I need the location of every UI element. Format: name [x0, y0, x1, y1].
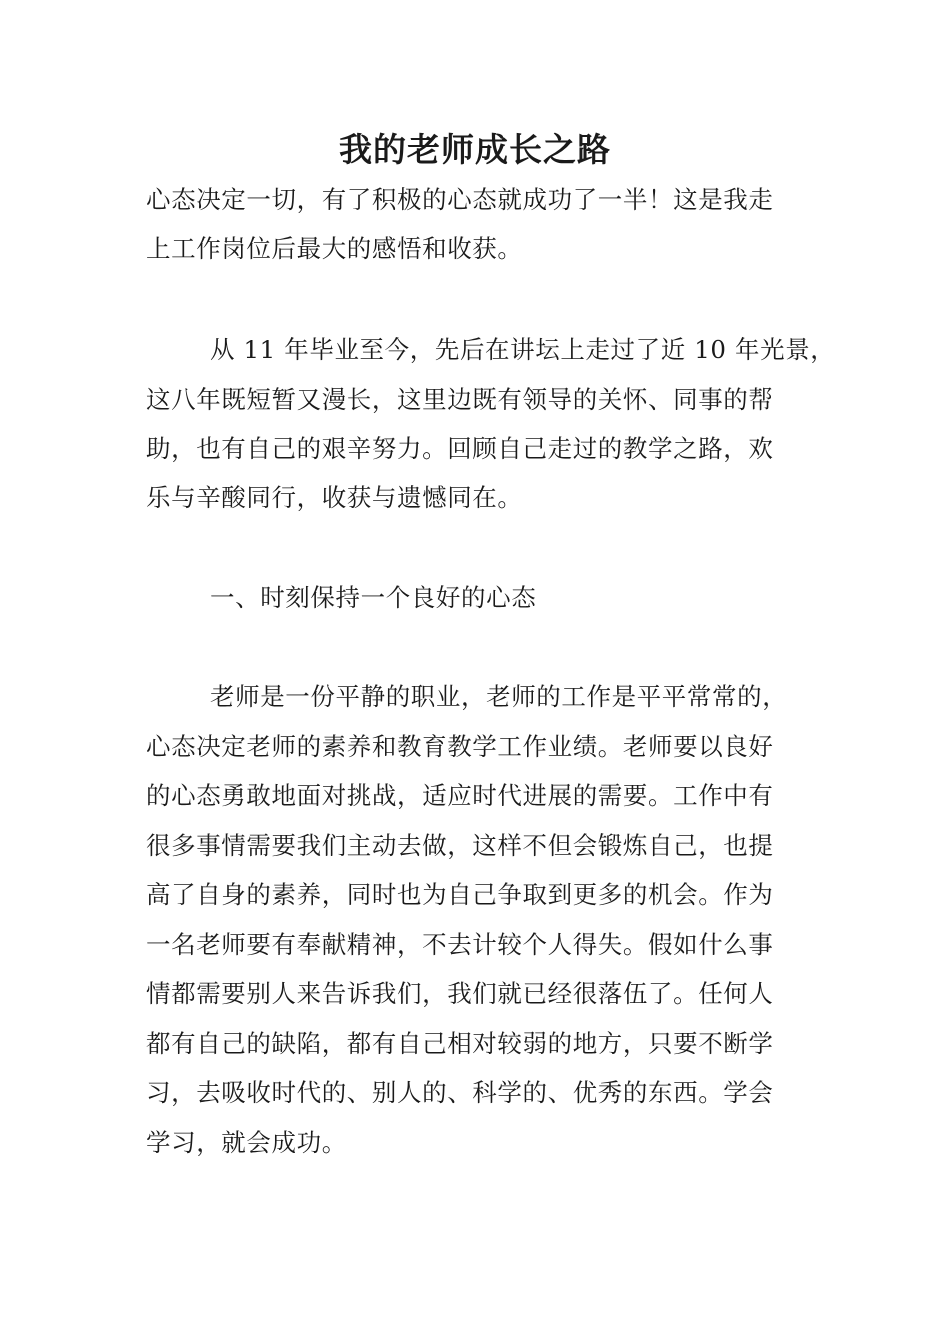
- paragraph-3-line-3: 的心态勇敢地面对挑战，适应时代进展的需要。工作中有: [146, 781, 774, 810]
- paragraph-3-line-8: 都有自己的缺陷，都有自己相对较弱的地方，只要不断学: [146, 1029, 774, 1058]
- paragraph-3-line-10: 学习，就会成功。: [146, 1128, 347, 1157]
- paragraph-3-line-5: 高了自身的素养，同时也为自己争取到更多的机会。作为: [146, 880, 774, 909]
- paragraph-3-line-4: 很多事情需要我们主动去做，这样不但会锻炼自己，也提: [146, 831, 774, 860]
- paragraph-2-line-1: 从 11 年毕业至今，先后在讲坛上走过了近 10 年光景，: [210, 335, 836, 364]
- paragraph-3-line-7: 情都需要别人来告诉我们，我们就已经很落伍了。任何人: [146, 979, 774, 1008]
- paragraph-3-line-2: 心态决定老师的素养和教育教学工作业绩。老师要以良好: [146, 732, 774, 761]
- paragraph-3-line-9: 习，去吸收时代的、别人的、科学的、优秀的东西。学会: [146, 1078, 774, 1107]
- document-title: 我的老师成长之路: [339, 130, 611, 169]
- section-heading: 一、时刻保持一个良好的心态: [210, 583, 537, 612]
- paragraph-2-line-4: 乐与辛酸同行，收获与遗憾同在。: [146, 483, 523, 512]
- paragraph-2-line-2: 这八年既短暂又漫长，这里边既有领导的关怀、同事的帮: [146, 385, 774, 414]
- paragraph-2-line-3: 助，也有自己的艰辛努力。回顾自己走过的教学之路，欢: [146, 434, 774, 463]
- paragraph-1-line-2: 上工作岗位后最大的感悟和收获。: [146, 234, 523, 263]
- paragraph-3-line-6: 一名老师要有奉献精神，不去计较个人得失。假如什么事: [146, 930, 774, 959]
- paragraph-3-line-1: 老师是一份平静的职业，老师的工作是平平常常的，: [210, 682, 788, 711]
- paragraph-1-line-1: 心态决定一切，有了积极的心态就成功了一半！这是我走: [146, 185, 774, 214]
